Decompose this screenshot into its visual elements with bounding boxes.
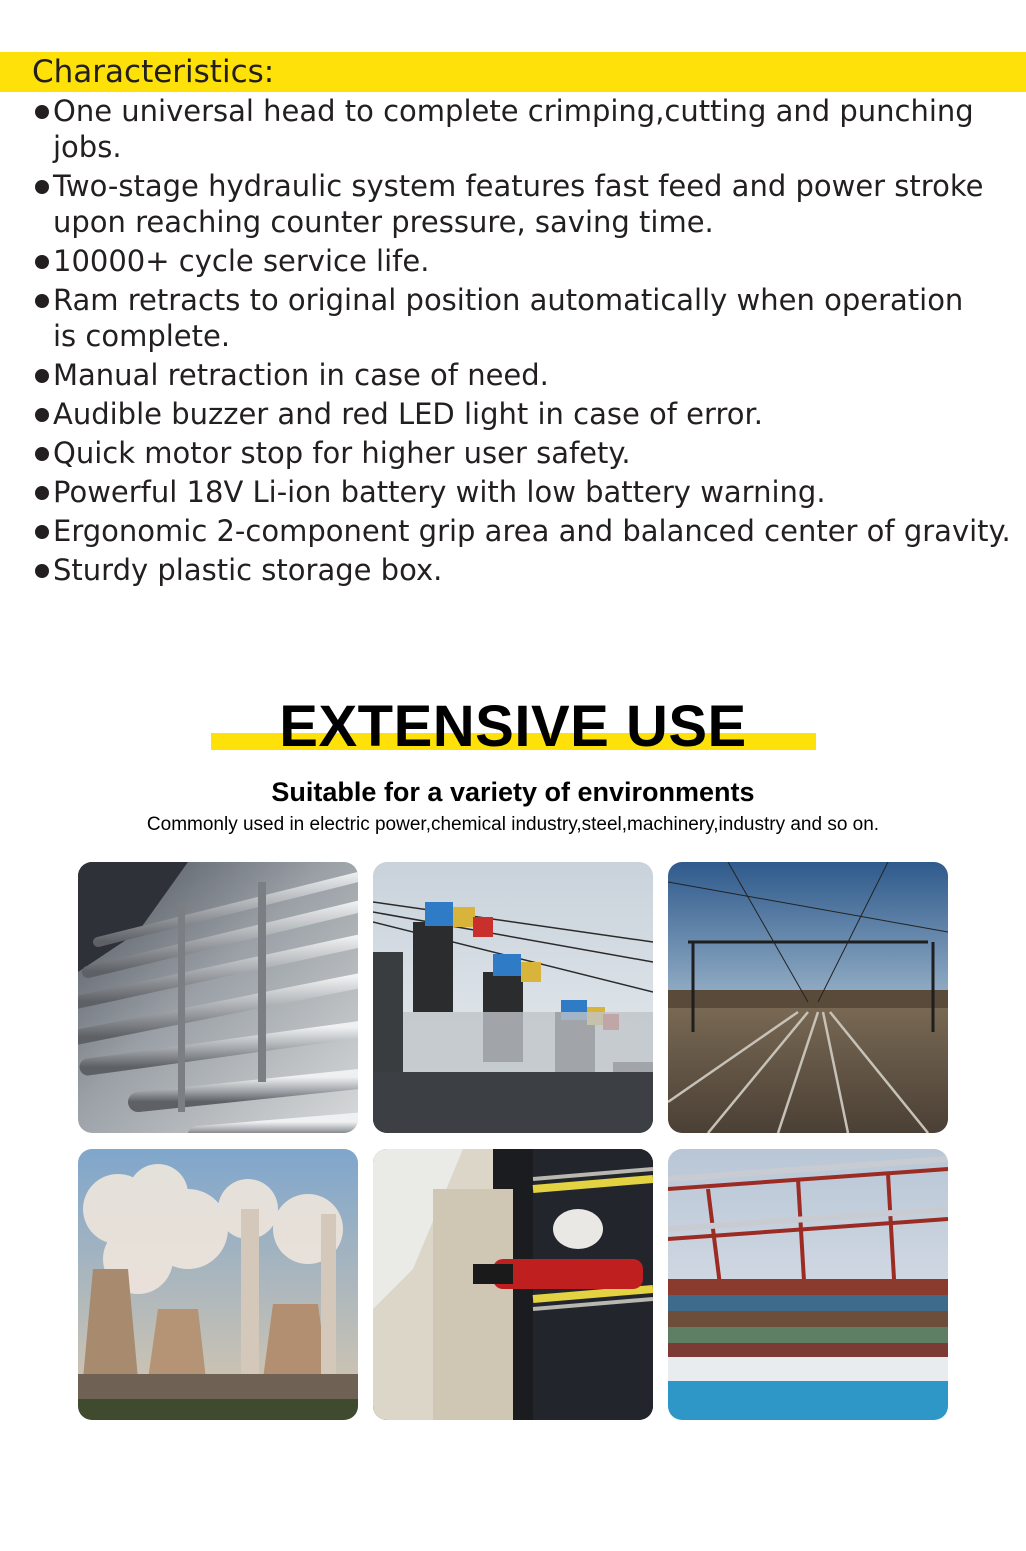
photo-power-plant-cooling-towers — [78, 1149, 358, 1420]
list-item: Sturdy plastic storage box. — [33, 552, 1013, 588]
bullet-icon — [35, 486, 49, 500]
photo-railway-tracks — [668, 862, 948, 1133]
list-item: Ergonomic 2-component grip area and balanced center of gravity. — [33, 513, 1013, 549]
photo-container-port-cranes — [668, 1149, 948, 1420]
bullet-icon — [35, 408, 49, 422]
bullet-icon — [35, 564, 49, 578]
list-item: Two-stage hydraulic system features fast feed and power stroke upon reaching counter pressure, saving time. — [33, 168, 1013, 240]
photo-steel-pipes — [78, 862, 358, 1133]
extensive-use-description: Commonly used in electric power,chemical industry,steel,machinery,industry and so on. — [146, 814, 880, 835]
list-item: Ram retracts to original position automatically when operation is complete. — [33, 282, 1013, 354]
extensive-use-title: EXTENSIVE USE — [279, 694, 747, 759]
extensive-use-subtitle: Suitable for a variety of environments — [271, 777, 755, 807]
list-item: One universal head to complete crimping,cutting and punching jobs. — [33, 93, 1013, 165]
list-item: Powerful 18V Li-ion battery with low battery warning. — [33, 474, 1013, 510]
bullet-icon — [35, 180, 49, 194]
list-item: Manual retraction in case of need. — [33, 357, 1013, 393]
bullet-icon — [35, 525, 49, 539]
characteristics-list — [33, 93, 1013, 591]
bullet-icon — [35, 105, 49, 119]
photo-electric-power-insulators — [373, 862, 653, 1133]
list-item: Audible buzzer and red LED light in case of error. — [33, 396, 1013, 432]
bullet-icon — [35, 294, 49, 308]
list-item: 10000+ cycle service life. — [33, 243, 1013, 279]
characteristics-title: Characteristics: — [32, 54, 275, 90]
list-item: Quick motor stop for higher user safety. — [33, 435, 1013, 471]
bullet-icon — [35, 447, 49, 461]
bullet-icon — [35, 255, 49, 269]
bullet-icon — [35, 369, 49, 383]
photo-rescue-cutter — [373, 1149, 653, 1420]
